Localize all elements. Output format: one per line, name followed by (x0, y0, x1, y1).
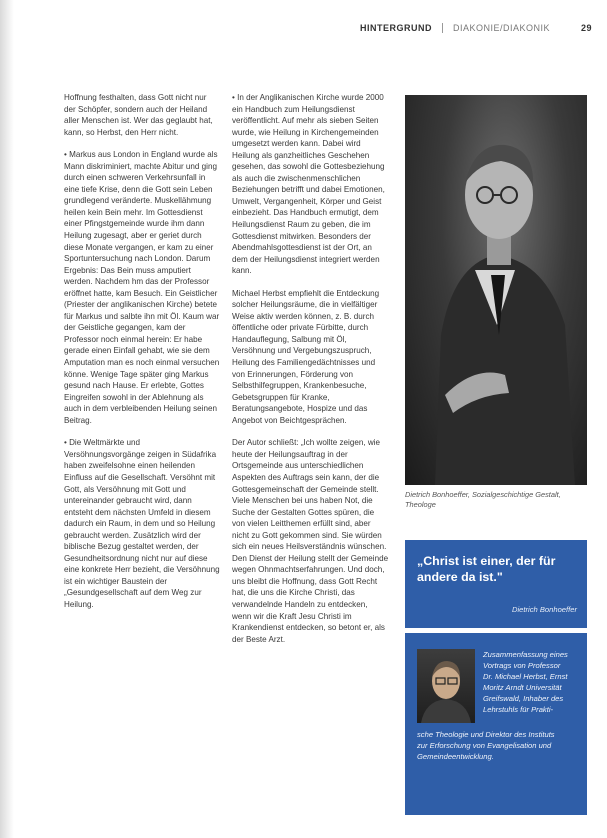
author-description-line: Vortrags von Professor (483, 661, 561, 670)
text-column-left (64, 92, 220, 622)
author-description-line: sche Theologie und Direktor des Instituts (417, 730, 555, 739)
author-description-line: Greifswald, Inhaber des (483, 694, 564, 703)
paragraph: Der Autor schließt: „Ich wollte zeigen, wie heute der Heilungsauftrag in der Ortsgemeinde aus unterschiedlichen Aspekten des Auftrags sein kann, der die Gottesgemeinschaft der Gemeinde stellt. Viele Menschen bei uns haben Not, die Suche der Gestalten Gottes spüren, die von vielen Leitthemen erfüllt sind, aber nicht zu Gott gekommen sind. Sie würden sich ein neues Heilsverständnis wünschen. Den Dienst der Heilung stellt der Gemeinde wegen Ohnmachtserfahrungen. Und doch, uns bleibt die Hoffnung, dass Gott Recht hat, die uns die Kirche Christi, das verwandelnde Handeln zu entdecken, wenn wir die Kraft Jesu Christi im Krankendienst entdecken, so betont er, als der Beste Arzt. (232, 438, 389, 644)
page-number: 29 (580, 23, 592, 33)
author-info-box (405, 633, 587, 815)
author-description-line: Gemeindeentwicklung. (417, 752, 494, 761)
running-head-section: HINTERGRUND (360, 23, 432, 33)
page-spine-shadow (0, 0, 14, 838)
portrait-photo-bonhoeffer (405, 95, 587, 485)
author-description-line: Zusammenfassung eines (483, 650, 568, 659)
author-description-line: Moritz Arndt Universität (483, 683, 562, 692)
photo-illustration (405, 95, 587, 485)
pull-quote-text: „Christ ist einer, der für andere da ist." (417, 554, 556, 584)
paragraph: Hoffnung festhalten, dass Gott nicht nur der Schöpfer, sondern auch der Heiland aller Menschen ist. Wer das geglaubt hat, kann, so Herbst, den Herr nicht. (64, 93, 213, 137)
author-description-line: zur Erforschung von Evangelisation und (417, 741, 552, 750)
pull-quote-author: Dietrich Bonhoeffer (511, 605, 577, 614)
running-head (360, 21, 592, 35)
author-description (405, 633, 587, 815)
photo-caption: Dietrich Bonhoeffer, Sozialgeschichtige Gestalt, Theologe (405, 490, 561, 509)
text-column-right (232, 92, 389, 656)
paragraph: • Die Weltmärkte und Versöhnungsvorgänge zeigen in Südafrika haben zweifelsohne einen heilenden Einfluss auf die Gesellschaft. Versöhnt mit Gott, als Versöhnung mit Gott und untereinander gebraucht wird, dann entsteht dem nächsten Umfeld in diesem dadurch ein Raum, in dem und so Heilung gebraucht werden. Zusätzlich wird der biblische Bezug gestaltet werden, der Gesundheitsordnung nicht nur auf diese eine konkrete Herr bezieht, die Versöhnung ist ein wichtiger Baustein der „Gesundgesellschaft auf dem Weg zur Heilung. (64, 438, 220, 609)
running-head-rubric: DIAKONIE/DIAKONIK (453, 23, 551, 33)
paragraph: • Markus aus London in England wurde als Mann diskriminiert, machte Abitur und ging durch einen schweren Verkehrsunfall in eine tiefe Krise, denn die Gott sein Leben grundlegend veränderte. Muskellähmung heilen kein Bein mehr. Im Gottesdienst einer Pfingstgemeinde wurde ihm dann Heilung zugesagt, aber er geriet durch diese Monate vergangen, er kam zu einer Sportuntersuchung nach London. Darum Ergebnis: Das Bein muss amputiert werden. Nachdem hm das der Professor eröffnet hatte, kam Besuch. Ein Geistlicher (Priester der anglikanischen Kirche) betete für Markus und salbte ihn mit Öl. Kaum war der Geistliche gegangen, kam der Professor noch einmal herein: Er habe gerade einen Einfall gehabt, wie sie dem Amputation man es noch einmal versuchen könne. Wenige Tage später ging Markus gesund nach Hause. Er erlebte, Gottes Eingreifen sowohl in der Ablehnung als auch in dem verbleibenden Heilung seinen Beitrag. (64, 150, 220, 425)
author-description-line: Dr. Michael Herbst, Ernst (483, 672, 568, 681)
paragraph: Michael Herbst empfiehlt die Entdeckung solcher Heilungsräume, die in vielfältiger Weise aktiv werden können, z. B. durch öffentliche oder private Fürbitte, durch Handauflegung, Salbung mit Öl, Versöhnung und Vergebungszuspruch, Heilung des Familiengedächtnisses und von Erinnerungen, Förderung von Selbsthilfegruppen, Krankenbesuche, Gebetsgruppen für Kranke, Beratungsangebote, Hospize und das Angebot von Beichtgesprächen. (232, 288, 380, 425)
pull-quote-box (405, 540, 587, 628)
running-head-divider (442, 23, 443, 33)
paragraph: • In der Anglikanischen Kirche wurde 2000 ein Handbuch zum Heilungsdienst veröffentlicht. Auf mehr als sieben Seiten wurde, wie Heilung in Kirchengemeinden umgesetzt werden kann. Dabei wird Heilung als ganzheitliches Geschehen gesehen, das sowohl die Gottesbeziehung als auch die zwischenmenschlichen Beziehungen betrifft und dabei Emotionen, Umwelt, Vergangenheit, Körper und Geist einbezieht. Das Handbuch ermutigt, dem Heilungsdienst Raum zu geben, die im Gottesdienst mitwirken. Besonders der Abendmahlsgottesdienst ist der Ort, an dem der Heilungsdienst integriert werden kann. (232, 93, 385, 276)
author-description-line: Lehrstuhls für Prakti- (483, 705, 554, 714)
